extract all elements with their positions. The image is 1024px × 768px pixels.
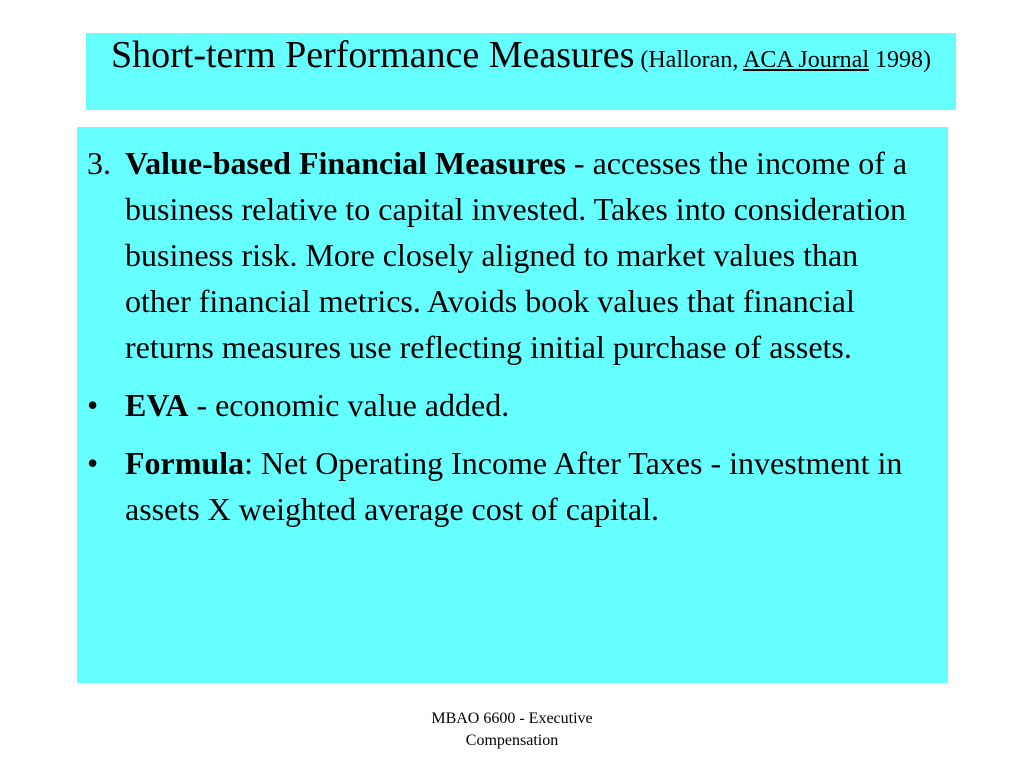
list-item-value-based [87, 140, 928, 370]
footer-line-1: MBAO 6600 - Executive [431, 710, 593, 727]
citation-close: 1998) [869, 47, 931, 73]
footer-line-2: Compensation [465, 732, 559, 749]
title-main-text: Short-term Performance Measures [110, 34, 635, 76]
slide-title [86, 33, 956, 110]
term-formula: Formula [125, 445, 245, 481]
list-item-formula [87, 440, 928, 532]
list-item-eva [87, 382, 928, 428]
slide-footer [392, 708, 632, 752]
term-value-based: Value-based Financial Measures [125, 145, 566, 181]
slide-body [77, 127, 948, 683]
list-number: 3. [87, 145, 111, 181]
description-formula: : Net Operating Income After Taxes - investment in assets X weighted average cost of capital. [125, 445, 903, 527]
term-eva: EVA [125, 387, 189, 423]
title-citation [634, 47, 931, 73]
description-eva: - economic value added. [188, 387, 510, 423]
citation-link[interactable]: ACA Journal [743, 47, 869, 73]
description-value-based: - accesses the income of a business relative to capital invested. Takes into consideration business risk. More closely aligned to market values than other financial metrics. Avoids book values that financial returns measures use reflecting initial purchase of assets. [125, 145, 908, 365]
citation-open: (Halloran, [634, 47, 743, 73]
bullet-icon: • [87, 387, 99, 423]
bullet-icon: • [87, 445, 99, 481]
